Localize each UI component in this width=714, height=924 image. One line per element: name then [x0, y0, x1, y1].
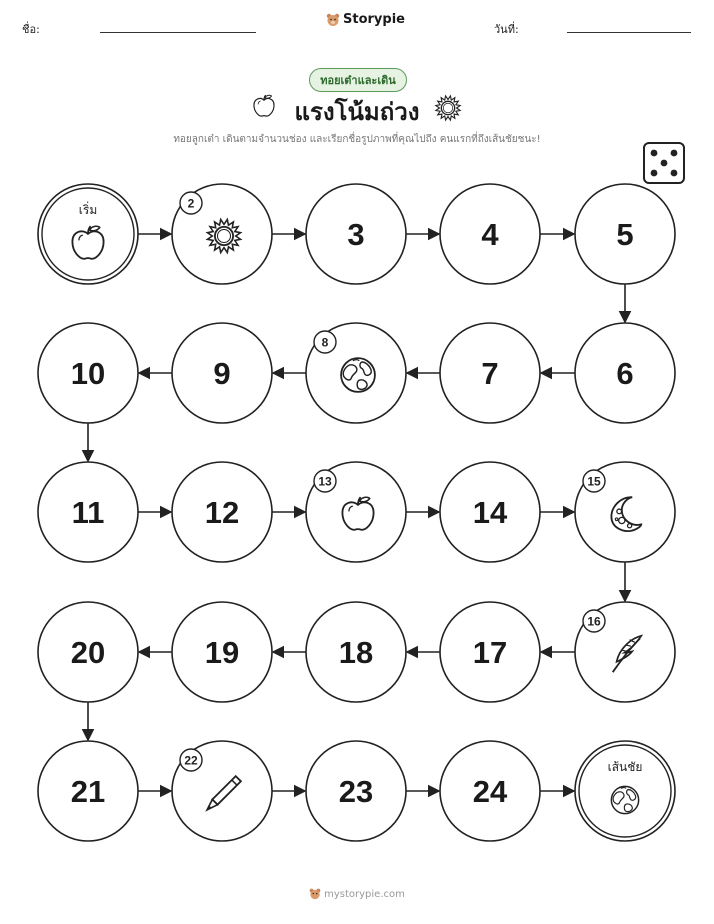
- board-space-2: [172, 184, 272, 284]
- page-title: แรงโน้มถ่วง: [294, 98, 420, 126]
- space-number: 22: [184, 753, 198, 768]
- board-space-24: [440, 741, 540, 841]
- space-number: 10: [70, 356, 106, 391]
- bear-icon: [309, 888, 321, 900]
- space-number: 3: [347, 217, 365, 252]
- board-space-22: [172, 741, 272, 841]
- board-space-19: [172, 602, 272, 702]
- finish-space: [575, 741, 675, 841]
- board-space-20: [38, 602, 138, 702]
- space-number: 13: [318, 474, 332, 489]
- space-number: 21: [70, 774, 106, 809]
- board-space-17: [440, 602, 540, 702]
- board-space-14: [440, 462, 540, 562]
- board-space-5: [575, 184, 675, 284]
- board-space-4: [440, 184, 540, 284]
- finish-label: เส้นชัย: [607, 760, 643, 774]
- space-number: 19: [204, 635, 240, 670]
- board-space-23: [306, 741, 406, 841]
- space-number: 20: [70, 635, 106, 670]
- footer: [0, 888, 714, 900]
- board-space-8: [306, 323, 406, 423]
- board-space-11: [38, 462, 138, 562]
- space-number: 18: [338, 635, 374, 670]
- space-number: 2: [187, 196, 195, 211]
- activity-badge: ทอยเต๋าและเดิน: [309, 68, 407, 92]
- footer-url: mystorypie.com: [324, 889, 405, 900]
- space-number: 4: [481, 217, 499, 252]
- instructions: ทอยลูกเต๋า เดินตามจำนวนช่อง และเรียกชื่อรูปภาพที่คุณไปถึง คนแรกที่ถึงเส้นชัยชนะ!: [173, 134, 541, 145]
- board-space-9: [172, 323, 272, 423]
- space-number: 11: [71, 495, 105, 530]
- brand-name: Storypie: [343, 12, 405, 27]
- space-number: 12: [204, 495, 240, 530]
- space-number: 8: [321, 335, 329, 350]
- earth-icon: [611, 786, 638, 813]
- board-space-7: [440, 323, 540, 423]
- board-space-16: [575, 602, 675, 702]
- space-number: 6: [616, 356, 634, 391]
- start-space: [38, 184, 138, 284]
- date-label: วันที่:: [494, 23, 519, 36]
- space-number: 24: [472, 774, 508, 809]
- space-number: 9: [213, 356, 231, 391]
- start-label: เริ่ม: [78, 203, 98, 217]
- board-space-12: [172, 462, 272, 562]
- space-number: 16: [587, 614, 601, 629]
- space-number: 15: [587, 474, 601, 489]
- board-space-3: [306, 184, 406, 284]
- space-number: 5: [616, 217, 634, 252]
- board-space-15: [575, 462, 675, 562]
- board-space-21: [38, 741, 138, 841]
- space-number: 14: [472, 495, 508, 530]
- space-number: 17: [472, 635, 508, 670]
- space-number: 7: [481, 356, 499, 391]
- space-number: 23: [338, 774, 374, 809]
- board-space-13: [306, 462, 406, 562]
- earth-icon: [341, 358, 375, 392]
- board-space-6: [575, 323, 675, 423]
- board-space-18: [306, 602, 406, 702]
- board-space-10: [38, 323, 138, 423]
- name-label: ชื่อ:: [22, 23, 40, 36]
